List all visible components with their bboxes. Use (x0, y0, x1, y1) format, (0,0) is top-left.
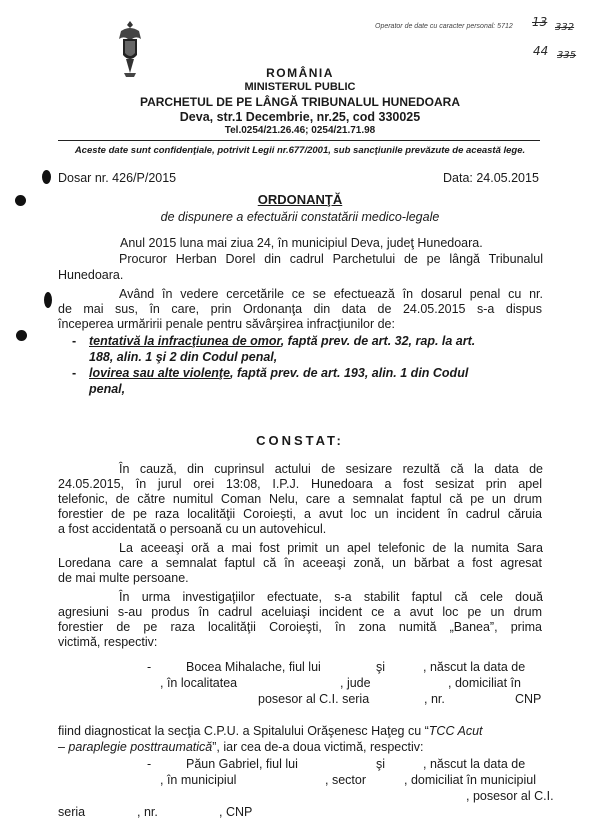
list-item (89, 334, 475, 349)
list-item-dash: - (72, 366, 77, 380)
redacted-field-label: , CNP (219, 805, 253, 819)
redacted-field-label: CNP (515, 692, 542, 706)
punch-hole (16, 330, 27, 341)
paragraph-line: agresiuni s-au produs în cadrul aceluiaşi incident ce a avut loc pe un drum (58, 605, 542, 619)
document-subtitle: de dispunere a efectuării constatării medico-legale (160, 210, 440, 224)
header-divider (58, 140, 540, 141)
operator-note: Operator de date cu caracter personal: 5712 (375, 23, 513, 30)
document-title: ORDONANŢĂ (257, 192, 343, 207)
paragraph-line: de mai multe persoane. (58, 571, 189, 585)
diagnosis-text: ”, iar cea de-a doua victimă, respectiv: (212, 740, 424, 754)
header-ministry: MINISTERUL PUBLIC (244, 81, 356, 93)
header-address: Deva, str.1 Decembrie, nr.25, cod 330025 (179, 110, 421, 124)
redacted-field-label: , domiciliat în municipiul (404, 773, 536, 787)
redacted-field-label: , născut la data de (423, 757, 526, 771)
list-item (89, 366, 468, 381)
handwritten-number: 332 (555, 22, 575, 33)
paragraph-line: În cauză, din cuprinsul actului de sesizare rezultă că la data de (119, 462, 543, 476)
paragraph-line: Loredana care a semnalat faptul că în aceeaşi zonă, un bărbat a fost agresat (58, 556, 542, 570)
diagnosis-name: – paraplegie posttraumatică (58, 740, 213, 754)
staple-mark (42, 170, 51, 184)
diagnosis-text: fiind diagnosticat la secţia C.P.U. a Spitalului Orăşenesc Haţeg cu “ (58, 724, 429, 738)
redacted-field-label: , nr. (424, 692, 445, 706)
paragraph-line (58, 724, 483, 739)
case-number: Dosar nr. 426/P/2015 (58, 171, 177, 185)
offence-name: tentativă la infracţiunea de omor (89, 334, 281, 348)
list-item-line: 188, alin. 1 şi 2 din Codul penal, (89, 350, 278, 364)
paragraph-line: începerea urmăririi penale pentru săvârşirea infracţiunilor de: (58, 317, 395, 331)
offence-article: , faptă prev. de art. 32, rap. la art. (280, 334, 476, 348)
offence-name: lovirea sau alte violenţe (89, 366, 231, 380)
redacted-field-label: şi (376, 757, 386, 771)
document-date: Data: 24.05.2015 (443, 171, 539, 185)
redacted-field-label: , născut la data de (423, 660, 526, 674)
redacted-field-label: , posesor al C.I. (466, 789, 554, 803)
paragraph-line: victimă, respectiv: (58, 635, 158, 649)
diagnosis-name: TCC Acut (428, 724, 483, 738)
redacted-field-label: , sector (325, 773, 366, 787)
paragraph-line: Având în vedere cercetările ce se efectuează în dosarul penal cu nr. (119, 287, 543, 301)
paragraph-line: Hunedoara. (58, 268, 124, 282)
redacted-field-label: , în municipiul (160, 773, 237, 787)
paragraph-line: telefonic, de către numitul Coman Nelu, care a semnalat faptul că pe un drum (58, 492, 542, 506)
list-item-line: penal, (89, 382, 126, 396)
redacted-field-label: , domiciliat în (448, 676, 521, 690)
redacted-field-label: seria (58, 805, 86, 819)
paragraph-line: forestier de pe raza localităţii Coroieşti, în zona numită „Banea”, prima (58, 620, 542, 634)
list-item-dash: - (147, 757, 152, 771)
paragraph-line (58, 740, 423, 755)
header-country: ROMÂNIA (266, 66, 334, 80)
victim-name: Bocea Mihalache, fiul lui (186, 660, 321, 674)
handwritten-number: 13 (532, 15, 548, 29)
list-item-dash: - (72, 334, 77, 348)
header-phone: Tel.0254/21.26.46; 0254/21.71.98 (224, 125, 376, 136)
redacted-field-label: posesor al C.I. seria (258, 692, 370, 706)
paragraph-line: a fost accidentată o persoană cu un autovehicul. (58, 522, 327, 536)
redacted-field-label: , nr. (137, 805, 158, 819)
handwritten-number: 335 (557, 50, 577, 61)
paragraph-line: În urma investigaţiilor efectuate, s-a stabilit faptul că cele două (119, 590, 543, 604)
redacted-field-label: şi (376, 660, 386, 674)
staple-mark (44, 292, 52, 308)
redacted-field-label: , în localitatea (160, 676, 238, 690)
confidential-notice: Aceste date sunt confidenţiale, potrivit Legii nr.677/2001, sub sancţiunile prevăzute de această lege. (74, 145, 526, 156)
paragraph-line: Anul 2015 luna mai ziua 24, în municipiul Deva, judeţ Hunedoara. (120, 236, 483, 250)
paragraph-line: de mai sus, în care, prin Ordonanţa din data de 24.05.2015 s-a dispus (58, 302, 542, 316)
section-heading: CONSTAT: (256, 433, 344, 448)
handwritten-number: 44 (533, 44, 549, 58)
victim-name: Păun Gabriel, fiul lui (186, 757, 298, 771)
paragraph-line: Procuror Herban Dorel din cadrul Parchetului de pe lângă Tribunalul (119, 252, 543, 266)
paragraph-line: 24.05.2015, în jurul orei 13:08, I.P.J. Hunedoara a fost sesizat prin apel (58, 477, 542, 491)
paragraph-line: forestier de pe raza localităţii Coroieşti, a avut loc un incident în cadrul căruia (58, 507, 542, 521)
header-office: PARCHETUL DE PE LÂNGĂ TRIBUNALUL HUNEDOARA (139, 95, 460, 109)
list-item-dash: - (147, 660, 152, 674)
redacted-field-label: , jude (340, 676, 371, 690)
paragraph-line: La aceeaşi oră a mai fost primit un apel telefonic de la numita Sara (119, 541, 543, 555)
offence-article: , faptă prev. de art. 193, alin. 1 din Codul (230, 366, 469, 380)
